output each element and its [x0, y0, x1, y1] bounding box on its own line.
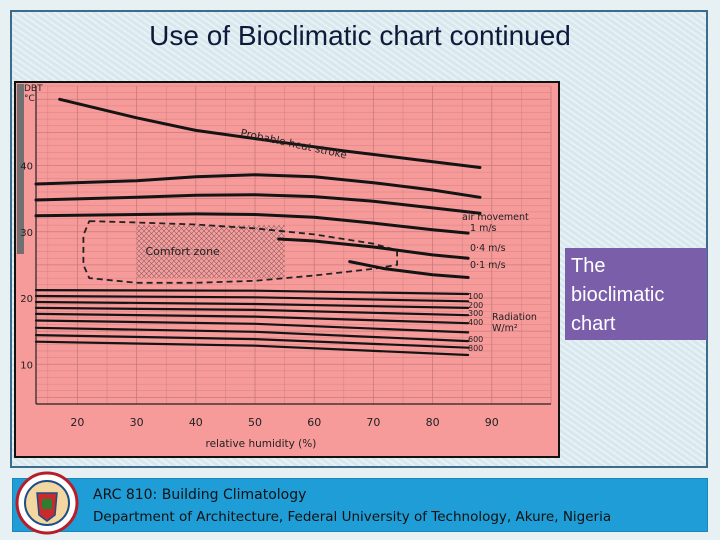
series-line: [36, 195, 480, 214]
x-tick-label: 30: [129, 416, 144, 429]
series-line: [36, 342, 468, 355]
heat-stroke-label: Probable heat stroke: [239, 127, 348, 162]
radiation-value-label: 300: [468, 309, 484, 318]
slide-title: Use of Bioclimatic chart continued: [149, 20, 571, 51]
radiation-value-label: 600: [468, 335, 484, 344]
series-line: [36, 302, 468, 308]
y-axis-unit: °C: [24, 94, 35, 104]
air-04-label: 0·4 m/s: [470, 243, 506, 254]
footer-bar: [12, 478, 708, 532]
x-tick-label: 50: [248, 416, 263, 429]
x-axis-label: relative humidity (%): [205, 438, 317, 450]
series-line: [36, 296, 468, 301]
y-tick-label: 10: [20, 360, 33, 372]
y-tick-label: 40: [20, 161, 33, 173]
y-axis-label: DBT: [24, 84, 43, 94]
x-tick-label: 90: [484, 416, 499, 429]
y-tick-label: 20: [20, 294, 33, 305]
radiation-value-label: 400: [468, 318, 484, 327]
course-title: ARC 810: Building Climatology: [93, 487, 307, 503]
x-tick-label: 20: [70, 416, 85, 429]
comfort-zone-layer: [83, 221, 397, 283]
y-tick-label: 30: [20, 227, 33, 239]
radiation-value-label: 100: [468, 292, 484, 301]
radiation-value-label: 800: [468, 344, 484, 353]
x-tick-label: 80: [425, 416, 440, 429]
x-tick-label: 60: [307, 416, 322, 429]
department-name: Department of Architecture, Federal University of Technology, Akure, Nigeria: [93, 509, 612, 525]
bioclimatic-chart: [14, 81, 560, 458]
x-tick-label: 70: [366, 416, 381, 429]
comfort-zone-label: Comfort zone: [145, 244, 220, 258]
air-01-label: 0·1 m/s: [470, 260, 506, 271]
chart-caption: The bioclimatic chart: [565, 248, 707, 340]
radiation-unit: W/m²: [492, 323, 518, 334]
x-tick-label: 40: [188, 416, 203, 429]
radiation-title: Radiation: [492, 312, 537, 323]
air-1-label: 1 m/s: [470, 223, 497, 234]
university-logo-icon: [15, 471, 79, 535]
radiation-value-label: 200: [468, 301, 484, 310]
air-movement-title: air movement: [462, 212, 529, 223]
series-line: [36, 290, 468, 294]
